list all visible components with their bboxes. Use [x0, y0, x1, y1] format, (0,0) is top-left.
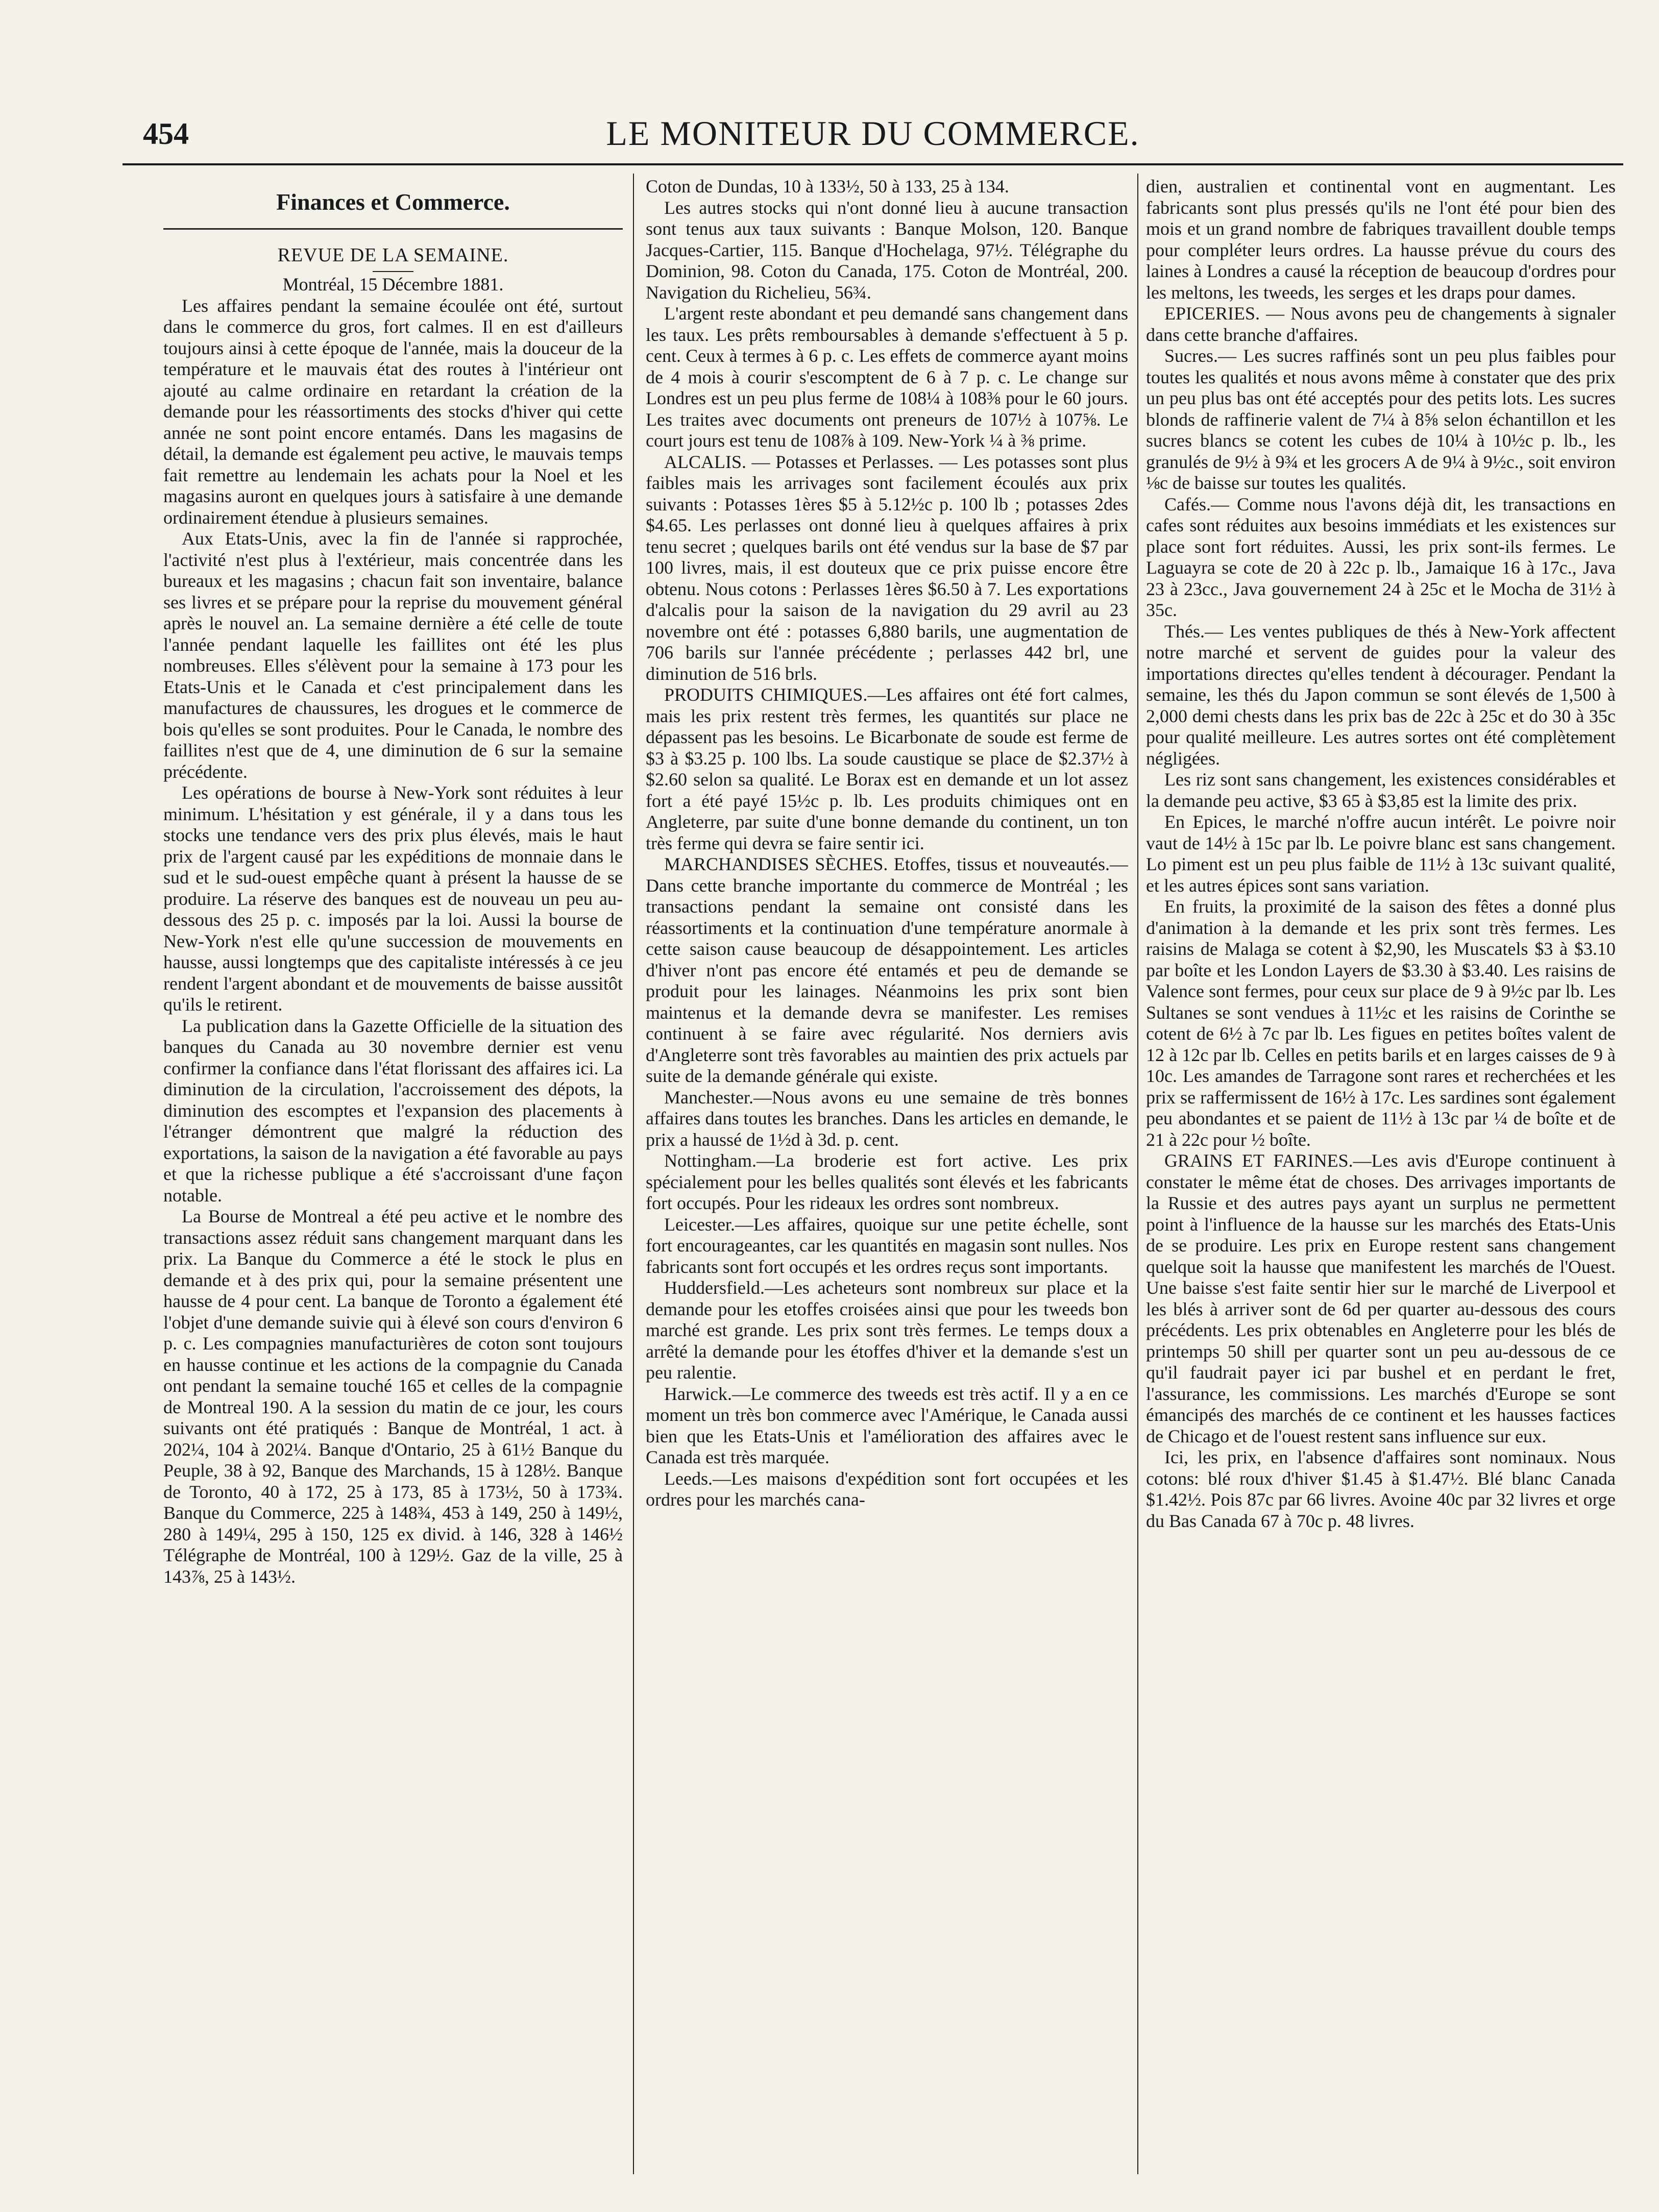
paragraph: Les autres stocks qui n'ont donné lieu à aucune transaction sont tenus aux taux suivants : Banque Molson, 120. Banque Jacques-Cartier, 115. Banque d'Hochelaga, 97½. Télégraphe du Dominion, 98. Coton du Canada, 175. Coton de Montréal, 200. Navigation du Richelieu, 56¾. [646, 197, 1128, 303]
section-title: Finances et Commerce. [276, 189, 510, 215]
paragraph: dien, australien et continental vont en augmentant. Les fabricants sont plus pressés qu'ils ne l'ont été pour bien des mois et un grand nombre de fabriques travaillent double temps pour compléter leurs ordres. La hausse prévue du cours des laines à Londres a causé la réception de beaucoup d'ordres pour les meltons, les tweeds, les serges et les draps pour dames. [1146, 176, 1616, 303]
paragraph: GRAINS ET FARINES.—Les avis d'Europe continuent à constater le même état de choses. Des arrivages importants de la Russie et des autres pays ayant un surplus ne permettent point à l'influence de la hausse sur les marchés des Etats-Unis de se produire. Les prix en Europe restent sans changement quelque soit la hausse que manifestent les marchés de l'Ouest. Une baisse s'est faite sentir hier sur le marché de Liverpool et les blés à arriver sont de 6d per quarter au-dessous des cours précédents. Les prix obtenables en Angleterre pour les blés de printemps 50 shill per quarter sont un peu au-dessous de ce qu'il faudrait payer ici par bushel et en perdant le fret, l'assurance, les commissions. Les marchés d'Europe se sont émancipés des marchés de ce continent et les hausses factices de Chicago et de l'ouest restent sans influence sur eux. [1146, 1150, 1616, 1446]
paragraph: MARCHANDISES SÈCHES. Etoffes, tissus et nouveautés.—Dans cette branche importante du commerce de Montréal ; les transactions pendant la semaine ont consisté dans les réassortiments et la continuation d'une température anormale à cette saison cause beaucoup de désappointement. Les articles d'hiver n'ont pas encore été entamés et peu de demande se produit pour les lainages. Néanmoins les prix sont bien maintenus et la demande devra se manifester. Les remises continuent à se faire avec régularité. Nos derniers avis d'Angleterre sont très favorables au maintien des prix actuels par suite de la demande générale qui existe. [646, 854, 1128, 1086]
paragraph: Harwick.—Le commerce des tweeds est très actif. Il y a en ce moment un très bon commerce avec l'Amérique, le Canada aussi bien que les Etats-Unis et l'amélioration des affaires avec le Canada est très marquée. [646, 1383, 1128, 1467]
dateline: Montréal, 15 Décembre 1881. [282, 274, 504, 294]
paragraph: PRODUITS CHIMIQUES.—Les affaires ont été fort calmes, mais les prix restent très fermes, les quantités sur place ne dépassent pas les besoins. Le Bicarbonate de soude est ferme de $3 à $3.25 p. 100 lbs. La soude caustique se place de $2.37½ à $2.60 selon sa qualité. Le Borax est en demande et un lot assez fort a été payé 15½c p. lb. Les produits chimiques ont en Angleterre, par suite d'une bonne demande du continent, un ton très ferme qui devra se faire sentir ici. [646, 684, 1128, 853]
paragraph: L'argent reste abondant et peu demandé sans changement dans les taux. Les prêts remboursables à demande s'effectuent à 5 p. cent. Ceux à termes à 6 p. c. Les effets de commerce ayant moins de 4 mois à courir s'escomptent de 6 à 7 p. c. Le change sur Londres est un peu plus ferme de 108¼ à 108⅜ pour le 60 jours. Les traites avec documents ont preneurs de 107½ à 107⅝. Le court jours est tenu de 108⅞ à 109. New-York ¼ à ⅜ prime. [646, 303, 1128, 451]
paragraph: Thés.— Les ventes publiques de thés à New-York affectent notre marché et servent de guides pour la valeur des importations directes qu'elles tendent à décourager. Pendant la semaine, les thés du Japon commun se sont élevés de 1,500 à 2,000 demi chests dans les prix bas de 22c à 25c et do 30 à 35c pour qualité meilleure. Les autres sortes ont été complètement négligées. [1146, 621, 1616, 769]
section-subtitle: REVUE DE LA SEMAINE. [277, 244, 509, 266]
paragraph: EPICERIES. — Nous avons peu de changements à signaler dans cette branche d'affaires. [1146, 303, 1616, 345]
paragraph: Sucres.— Les sucres raffinés sont un peu plus faibles pour toutes les qualités et nous avons même à constater que des prix un peu plus bas ont été acceptés pour des petits lots. Les sucres blonds de raffinerie valent de 7¼ à 8⅝ selon échantillon et les sucres blancs se cotent les cubes de 10¼ à 10½c p. lb., les granulés de 9½ à 9¾ et les grocers A de 9¼ à 9½c., soit environ ⅛c de baisse sur toutes les qualités. [1146, 346, 1616, 493]
subtitle-divider [373, 271, 413, 272]
paragraph: Manchester.—Nous avons eu une semaine de très bonnes affaires dans toutes les branches. Dans les articles en demande, le prix a haussé de 1½d à 3d. p. cent. [646, 1087, 1128, 1150]
paragraph: En fruits, la proximité de la saison des fêtes a donné plus d'animation à la demande et les prix sont très fermes. Les raisins de Malaga se cotent à $2,90, les Muscatels $3 à $3.10 par boîte et les London Layers de $3.30 à $3.40. Les raisins de Valence sont fermes, pour ceux sur place de 9 à 9½c par lb. Les Sultanes se sont vendues à 11½c et les raisins de Corinthe se cotent de 6½ à 7c par lb. Les figues en petites boîtes valent de 12 à 12c par lb. Celles en petits barils et en larges caisses de 9 à 10c. Les amandes de Tarragone sont rares et recherchées et les prix se raffermissent de 16½ à 17c. Les sardines sont également peu abondantes et se paient de 11½ à 13c par ¼ de boîte et de 21 à 22c pour ½ boîte. [1146, 896, 1616, 1150]
paragraph: Huddersfield.—Les acheteurs sont nombreux sur place et la demande pour les etoffes croisées ainsi que pour les tweeds bon marché est grande. Les prix sont très fermes. Le temps doux a arrêté la demande pour les étoffes d'hiver et la demande s'est un peu ralentie. [646, 1277, 1128, 1383]
paragraph: ALCALIS. — Potasses et Perlasses. — Les potasses sont plus faibles mais les arrivages sont facilement écoulés aux prix suivants : Potasses 1ères $5 à 5.12½c p. 100 lb ; potasses 2des $4.65. Les perlasses ont donné lieu à quelques affaires à prix tenu secret ; quelques barils ont été vendus sur la base de $7 par 100 livres, mais, il est douteux que ce prix puisse encore être obtenu. Nous cotons : Perlasses 1ères $6.50 à 7. Les exportations d'alcalis pour la saison de la navigation du 29 avril au 23 novembre ont été : potasses 6,880 barils, une augmentation de 706 barils sur l'année précédente ; perlasses 442 brl, une diminution de 516 brls. [646, 451, 1128, 684]
column-rule [633, 174, 634, 2174]
paragraph: La Bourse de Montreal a été peu active et le nombre des transactions assez réduit sans changement marquant dans les prix. La Banque du Commerce a été le stock le plus en demande et à des prix qui, pour la semaine présentent une hausse de 4 pour cent. La banque de Toronto a également été l'objet d'une demande suivie qui à élevé son cours d'environ 6 p. c. Les compagnies manufacturières de coton sont toujours en hausse continue et les actions de la compagnie du Canada ont pendant la semaine touché 165 et celles de la compagnie de Montreal 190. A la session du matin de ce jour, les cours suivants ont été pratiqués : Banque de Montréal, 1 act. à 202¼, 104 à 202¼. Banque d'Ontario, 25 à 61½ Banque du Peuple, 38 à 92, Banque des Marchands, 15 à 128½. Banque de Toronto, 40 à 172, 25 à 173, 85 à 173½, 50 à 173¾. Banque du Commerce, 225 à 148¾, 453 à 149, 250 à 149½, 280 à 149¼, 295 à 150, 125 ex divid. à 146, 328 à 146½ Télégraphe de Montréal, 100 à 129½. Gaz de la ville, 25 à 143⅞, 25 à 143½. [163, 1206, 623, 1587]
paragraph: Les riz sont sans changement, les existences considérables et la demande peu active, $3 65 à $3,85 est la limite des prix. [1146, 769, 1616, 811]
page-header [123, 107, 1623, 165]
paragraph: Cafés.— Comme nous l'avons déjà dit, les transactions en cafes sont réduites aux besoins immédiats et les existences sur place sont fort réduites. Aussi, les prix sont-ils fermes. Le Laguayra se cote de 20 à 22c p. lb., Jamaique 16 à 17c., Java 23 à 23cc., Java gouvernement 24 à 25c et le Mocha de 31½ à 35c. [1146, 494, 1616, 620]
paragraph: Ici, les prix, en l'absence d'affaires sont nominaux. Nous cotons: blé roux d'hiver $1.45 à $1.47½. Blé blanc Canada $1.42½. Pois 87c par 66 livres. Avoine 40c par 32 livres et orge du Bas Canada 67 à 70c p. 48 livres. [1146, 1447, 1616, 1531]
paragraph: Leeds.—Les maisons d'expédition sont fort occupées et les ordres pour les marchés cana- [646, 1468, 1128, 1510]
paragraph: Coton de Dundas, 10 à 133½, 50 à 133, 25 à 134. [646, 176, 1009, 196]
page-number: 454 [143, 117, 189, 151]
paragraph: Aux Etats-Unis, avec la fin de l'année si rapprochée, l'activité n'est plus à l'extérieur, mais concentrée dans les bureaux et les magasins ; chacun fait son inventaire, balance ses livres et se prépare pour la reprise du mouvement général après le nouvel an. La semaine dernière a été celle de toute l'année pendant laquelle les faillites ont été les plus nombreuses. Elles s'élèvent pour la semaine à 173 pour les Etats-Unis et le Canada et c'est principalement dans les manufactures de chaussures, les drogues et le commerce de bois qu'elles se sont produites. Pour le Canada, le nombre des faillites n'est que de 4, une diminution de 6 sur la semaine précédente. [163, 528, 623, 782]
paragraph: Nottingham.—La broderie est fort active. Les prix spécialement pour les belles qualités sont élevés et les fabricants fort occupés. Pour les rideaux les ordres sont nombreux. [646, 1150, 1128, 1213]
paragraph: Leicester.—Les affaires, quoique sur une petite échelle, sont fort encourageantes, car les quantités en magasin sont nulles. Nos fabricants sont fort occupés et les ordres reçus sont importants. [646, 1214, 1128, 1277]
column-1 [163, 176, 623, 2177]
column-2 [646, 176, 1128, 2177]
paragraph: La publication dans la Gazette Officielle de la situation des banques du Canada au 30 novembre dernier est venu confirmer la confiance dans l'état florissant des affaires ici. La diminution de la circulation, l'accroissement des dépots, la diminution des escomptes et l'expansion des placements à l'étranger démontrent que malgré la réduction des exportations, la saison de la navigation a été favorable au pays et que la richesse publique a été s'accroissant d'une façon notable. [163, 1015, 623, 1206]
paragraph: Les affaires pendant la semaine écoulée ont été, surtout dans le commerce du gros, fort calmes. Il en est d'ailleurs toujours ainsi à cette époque de l'année, mais la douceur de la température et le mauvais état des routes à l'intérieur ont ajouté au calme ordinaire en retardant la création de la demande pour les réassortiments des stocks d'hiver qui cette année ne sont point encore entamés. Dans les magasins de détail, la demande est également peu active, le mauvais temps fait remettre au lendemain les achats pour la Noel et les magasins auront en quelques jours à satisfaire à une demande ordinairement étendue à plusieurs semaines. [163, 295, 623, 528]
column-3 [1146, 176, 1616, 2177]
journal-title: LE MONITEUR DU COMMERCE. [606, 114, 1140, 153]
paragraph: Les opérations de bourse à New-York sont réduites à leur minimum. L'hésitation y est générale, il y a dans tous les stocks une tendance vers des prix plus élevés, mais le haut prix de l'argent causé par les expéditions de monnaie dans le sud et le sud-ouest empêche quant à présent la hausse de se produire. La réserve des banques est de nouveau un peu au-dessous des 25 p. c. imposés par la loi. Aussi la bourse de New-York n'est elle qu'une succession de mouvements en hausse, aussi longtemps que des capitaliste intéressés à ce jeu rendent l'argent abondant et de mouvements de baisse aussitôt qu'ils le retirent. [163, 782, 623, 1015]
section-divider [163, 228, 623, 230]
paragraph: En Epices, le marché n'offre aucun intérêt. Le poivre noir vaut de 14½ à 15c par lb. Le poivre blanc est sans changement. Lo piment est un peu plus faible de 11½ à 13c suivant qualité, et les autres épices sont sans variation. [1146, 812, 1616, 896]
column-rule [1137, 174, 1138, 2174]
